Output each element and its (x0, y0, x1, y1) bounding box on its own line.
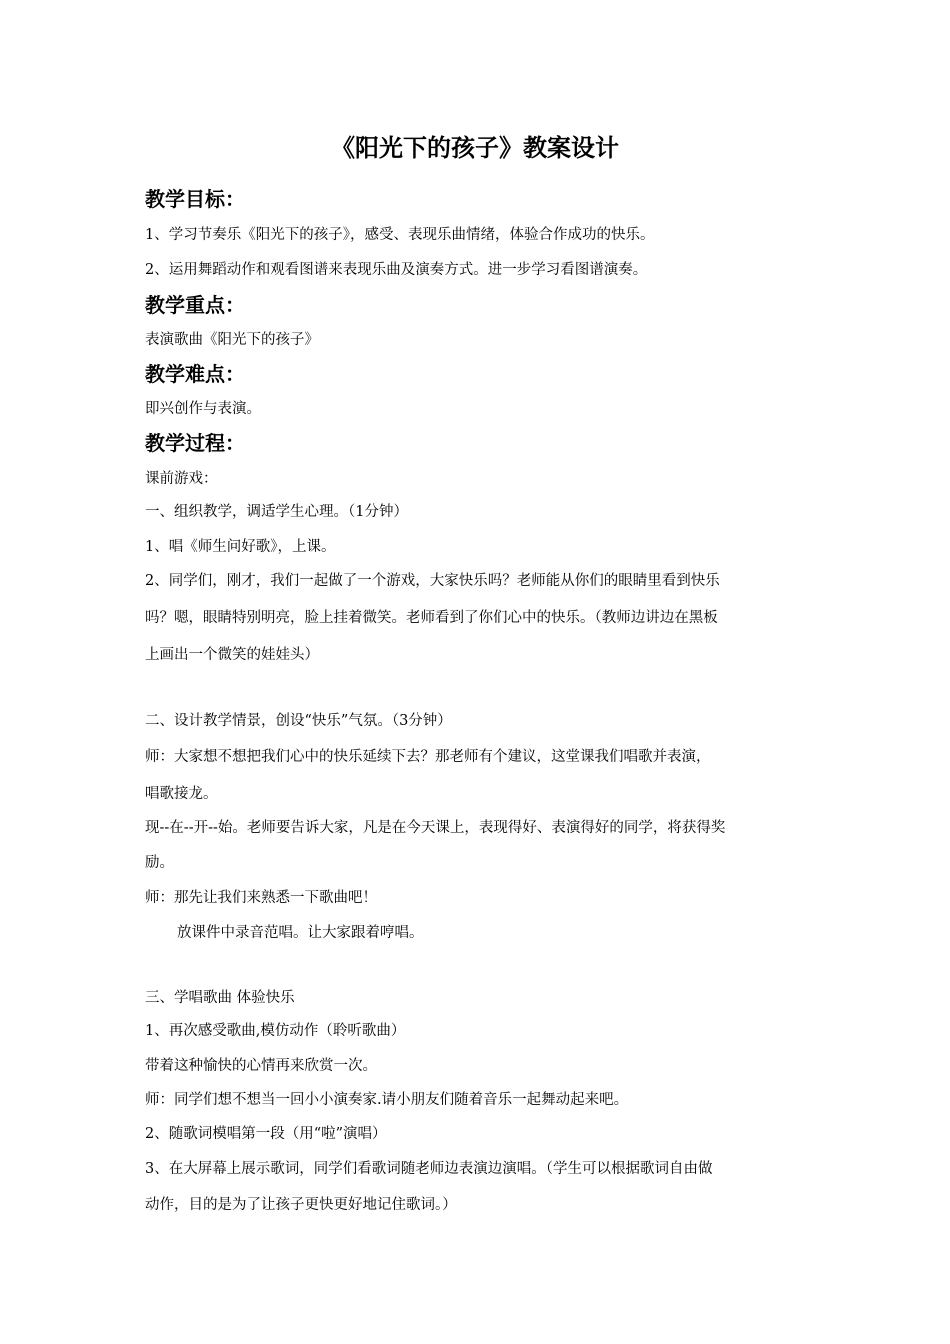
document-title: 《阳光下的孩子》教案设计 (331, 134, 619, 162)
key-heading: 教学重点： (145, 293, 245, 317)
difficulty-heading: 教学难点： (145, 362, 245, 386)
process-line: 师：大家想不想把我们心中的快乐延续下去？那老师有个建议，这堂课我们唱歌并表演， (145, 749, 711, 765)
process-line: 一、组织教学，调适学生心理。（1分钟） (145, 504, 408, 520)
goal-item: 1、学习节奏乐《阳光下的孩子》，感受、表现乐曲情绪，体验合作成功的快乐。 (145, 227, 655, 243)
process-heading: 教学过程： (145, 431, 245, 455)
goal-item: 2、运用舞蹈动作和观看图谱来表现乐曲及演奏方式。进一步学习看图谱演奏。 (145, 262, 648, 278)
process-line: 放课件中录音范唱。让大家跟着哼唱。 (177, 925, 424, 941)
process-line: 动作，目的是为了让孩子更快更好地记住歌词。） (145, 1197, 457, 1213)
process-line: 三、学唱歌曲 体验快乐 (145, 990, 295, 1006)
process-line: 3、在大屏幕上展示歌词，同学们看歌词随老师边表演边演唱。（学生可以根据歌词自由做 (145, 1161, 713, 1177)
process-line: 2、随歌词模唱第一段（用“啦”演唱） (145, 1126, 387, 1142)
process-line: 师：那先让我们来熟悉一下歌曲吧！ (145, 890, 377, 906)
process-line: 唱歌接龙。 (145, 786, 218, 802)
difficulty-text: 即兴创作与表演。 (145, 401, 261, 417)
process-line: 师：同学们想不想当一回小小演奏家.请小朋友们随着音乐一起舞动起来吧。 (145, 1092, 629, 1108)
process-line: 1、再次感受歌曲,模仿动作（聆听歌曲） (145, 1023, 406, 1039)
process-line: 二、设计教学情景，创设“快乐”气氛。（3分钟） (145, 713, 452, 729)
process-line: 带着这种愉快的心情再来欣赏一次。 (145, 1058, 377, 1074)
process-line: 上画出一个微笑的娃娃头） (145, 647, 319, 663)
process-line: 励。 (145, 855, 174, 871)
process-line: 课前游戏： (145, 471, 218, 487)
process-line: 现--在--开--始。老师要告诉大家，凡是在今天课上，表现得好、表演得好的同学，将获得奖 (145, 820, 726, 836)
key-text: 表演歌曲《阳光下的孩子》 (145, 332, 319, 348)
goals-heading: 教学目标： (145, 187, 245, 211)
process-line: 2、同学们，刚才，我们一起做了一个游戏，大家快乐吗？老师能从你们的眼睛里看到快乐 (145, 573, 720, 589)
process-line: 吗？嗯，眼睛特别明亮，脸上挂着微笑。老师看到了你们心中的快乐。（教师边讲边在黑板 (145, 610, 718, 626)
process-line: 1、唱《师生问好歌》，上课。 (145, 539, 336, 555)
